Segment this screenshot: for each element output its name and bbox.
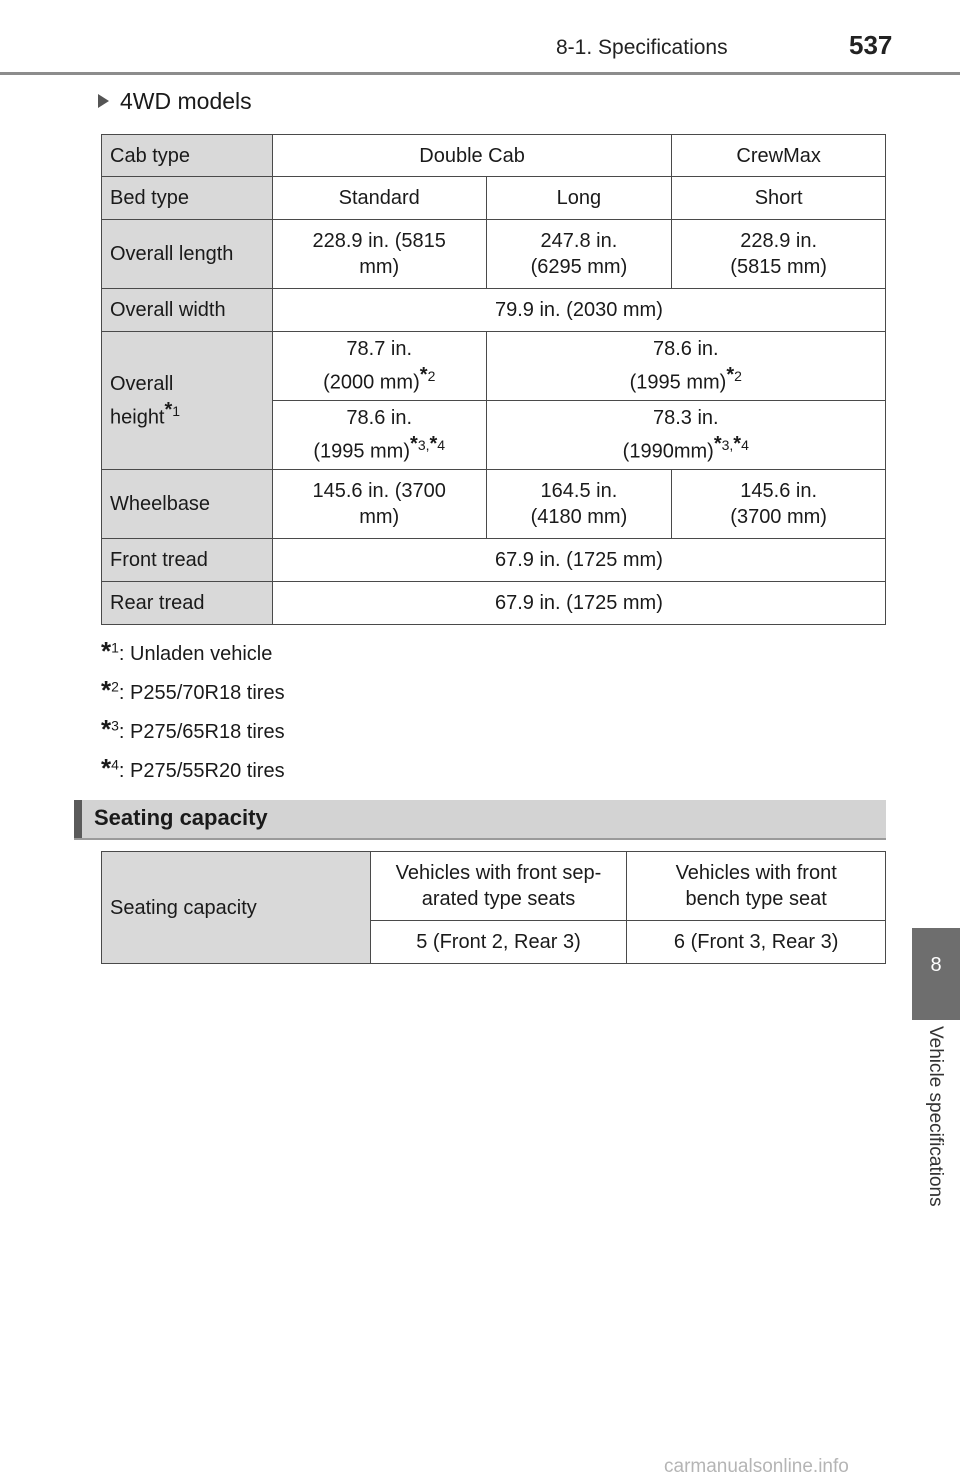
models-heading-text: 4WD models bbox=[120, 88, 252, 114]
chapter-label: Vehicle specifications bbox=[925, 1026, 946, 1207]
cell-crewmax: CrewMax bbox=[672, 135, 886, 177]
seating-section-title: Seating capacity bbox=[94, 805, 268, 830]
row-label-rear-tread: Rear tread bbox=[102, 582, 273, 625]
row-label-seating-capacity: Seating capacity bbox=[102, 852, 371, 964]
cell-bench-seat-header: Vehicles with front bench type seat bbox=[627, 852, 886, 921]
cell-front-tread: 67.9 in. (1725 mm) bbox=[272, 539, 885, 582]
cell-bed-standard: Standard bbox=[272, 177, 486, 220]
cell-wheelbase-short: 145.6 in. (3700 mm) bbox=[672, 470, 886, 539]
row-label-overall-width: Overall width bbox=[102, 289, 273, 332]
table-row bbox=[102, 852, 886, 921]
header-section-title: 8-1. Specifications bbox=[556, 36, 728, 59]
cell-length-short: 228.9 in. (5815 mm) bbox=[672, 220, 886, 289]
cell-length-standard: 228.9 in. (5815 mm) bbox=[272, 220, 486, 289]
row-label-overall-length: Overall length bbox=[102, 220, 273, 289]
row-label-cab-type: Cab type bbox=[102, 135, 273, 177]
cell-separate-seats-header: Vehicles with front sep- arated type seats bbox=[370, 852, 627, 921]
cell-bench-seat-value: 6 (Front 3, Rear 3) bbox=[627, 921, 886, 964]
row-label-overall-height: Overall height$^{*1}$ bbox=[102, 332, 273, 470]
table-row bbox=[102, 220, 886, 289]
cell-bed-long: Long bbox=[486, 177, 672, 220]
cell-height-crewmax-2: 78.3 in. $(1990mm)^{*3,*4}$ bbox=[486, 401, 885, 470]
table-row bbox=[102, 135, 886, 177]
table-row bbox=[102, 289, 886, 332]
seating-section-header bbox=[74, 800, 886, 840]
dimensions-table bbox=[101, 134, 886, 625]
page-number: 537 bbox=[849, 30, 893, 60]
cell-width-value: 79.9 in. (2030 mm) bbox=[272, 289, 885, 332]
table-row bbox=[102, 332, 886, 401]
cell-bed-short: Short bbox=[672, 177, 886, 220]
watermark: carmanualsonline.info bbox=[664, 1456, 849, 1477]
cell-height-crewmax-1: 78.6 in. (1995 mm)$^{*2}$ bbox=[486, 332, 885, 401]
triangle-bullet-icon bbox=[98, 94, 109, 108]
cell-separate-seats-value: 5 (Front 2, Rear 3) bbox=[370, 921, 627, 964]
cell-height-double-cab-2: 78.6 in. (1995 mm)$^{*3,*4}$ bbox=[272, 401, 486, 470]
section-accent bbox=[74, 800, 82, 838]
table-row bbox=[102, 539, 886, 582]
models-heading bbox=[98, 88, 252, 115]
footnote-3: *$^3$: P275/65R18 tires bbox=[101, 714, 285, 744]
row-label-wheelbase: Wheelbase bbox=[102, 470, 273, 539]
cell-double-cab: Double Cab bbox=[272, 135, 671, 177]
chapter-tab bbox=[912, 928, 960, 1020]
cell-wheelbase-long: 164.5 in. (4180 mm) bbox=[486, 470, 672, 539]
header-divider bbox=[0, 72, 960, 75]
seating-table bbox=[101, 851, 886, 964]
cell-length-long: 247.8 in. (6295 mm) bbox=[486, 220, 672, 289]
row-label-bed-type: Bed type bbox=[102, 177, 273, 220]
footnote-1: *$^1$: Unladen vehicle bbox=[101, 636, 273, 666]
cell-height-double-cab-1: 78.7 in. (2000 mm)$^{*2}$ bbox=[272, 332, 486, 401]
chapter-number: 8 bbox=[930, 954, 942, 976]
cell-wheelbase-standard: 145.6 in. (3700 mm) bbox=[272, 470, 486, 539]
cell-rear-tread: 67.9 in. (1725 mm) bbox=[272, 582, 885, 625]
table-row bbox=[102, 470, 886, 539]
table-row bbox=[102, 177, 886, 220]
row-label-front-tread: Front tread bbox=[102, 539, 273, 582]
footnote-2: *$^2$: P255/70R18 tires bbox=[101, 675, 285, 705]
table-row bbox=[102, 582, 886, 625]
footnote-4: *$^4$: P275/55R20 tires bbox=[101, 753, 285, 783]
chapter-label-container bbox=[912, 1020, 960, 1260]
